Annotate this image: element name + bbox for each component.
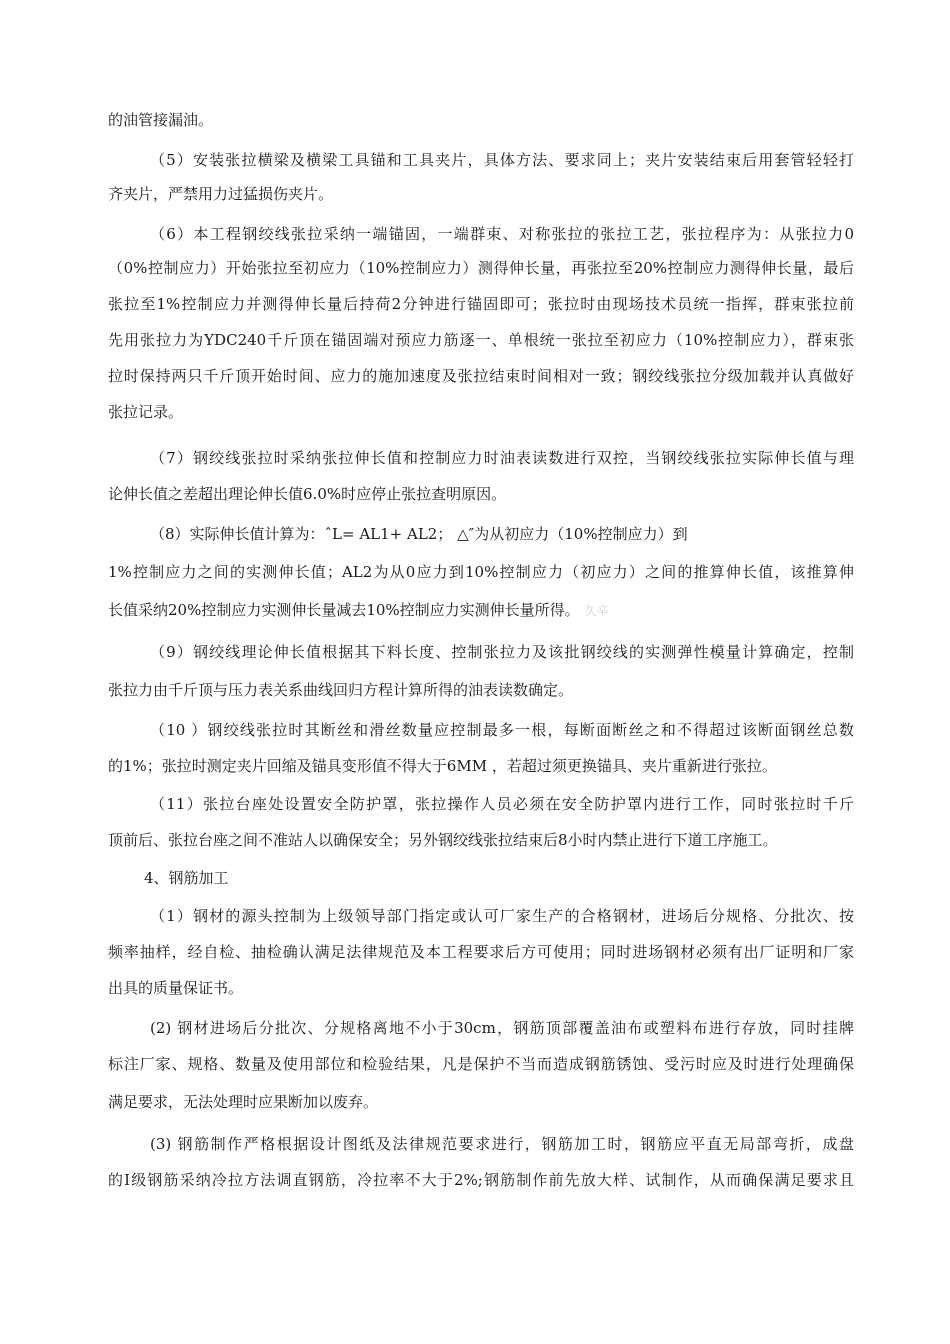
text-line: （6）本工程钢绞线张拉采纳一端锚固，一端群束、对称张拉的张拉工艺，张拉程序为：从张拉力0 [150,225,854,243]
text-line: 1%控制应力之间的实测伸长值；AL2为从0应力到10%控制应力（初应力）之间的推算伸长值，该推算伸 [108,563,854,581]
text-line: 的1%；张拉时测定夹片回缩及锚具变形值不得大于6MM ，若超过须更换锚具、夹片重新进行张拉。 [108,757,777,775]
text-line: 的Ⅰ级钢筋采纳冷拉方法调直钢筋，冷拉率不大于2%;钢筋制作前先放大样、试制作，从而确保满足要求且 [108,1171,854,1189]
text-line: 先用张拉力为YDC240千斤顶在锚固端对预应力筋逐一、单根统一张拉至初应力（10%控制应力），群束张 [108,331,854,349]
text-line: 齐夹片，严禁用力过猛损伤夹片。 [108,185,334,203]
watermark-text: 久辛 [584,604,609,618]
text-line: 顶前后、张拉台座之间不准站人以确保安全；另外钢绞线张拉结束后8小时内禁止进行下道工序施工。 [108,831,778,849]
text-line: （5）安装张拉横梁及横梁工具锚和工具夹片，具体方法、要求同上；夹片安装结束后用套管轻轻打 [150,151,854,169]
text-line: 的油管接漏油。 [108,111,214,129]
text-line: 满足要求，无法处理时应果断加以废弃。 [108,1093,379,1111]
text-line: 出具的质量保证书。 [108,979,244,997]
text-line: （7）钢绞线张拉时采纳张拉伸长值和控制应力时油表读数进行双控，当钢绞线张拉实际伸长值与理 [150,449,854,467]
text-line-content: 长值采纳20%控制应力实测伸长量减去10%控制应力实测伸长量所得。 [108,601,580,619]
text-line: （10 ）钢绞线张拉时其断丝和滑丝数量应控制最多一根，每断面断丝之和不得超过该断面钢丝总数 [150,721,854,739]
text-line: 论伸长值之差超出理论伸长值6.0%时应停止张拉查明原因。 [108,485,507,503]
text-line: 拉时保持两只千斤顶开始时间、应力的施加速度及张拉结束时间相对一致；钢绞线张拉分级加载并认真做好 [108,367,854,385]
text-line: 标注厂家、规格、数量及使用部位和检验结果，凡是保护不当而造成钢筋锈蚀、受污时应及时进行处理确保 [108,1055,854,1073]
text-line: 频率抽样，经自检、抽检确认满足法律规范及本工程要求后方可使用；同时进场钢材必须有出厂证明和厂家 [108,943,854,961]
text-line: 张拉力由千斤顶与压力表关系曲线回归方程计算所得的油表读数确定。 [108,681,574,699]
text-line [108,600,608,621]
text-line: (3) 钢筋制作严格根据设计图纸及法律规范要求进行，钢筋加工时，钢筋应平直无局部弯折，成盘 [150,1135,854,1153]
text-line: （11）张拉台座处设置安全防护罩，张拉操作人员必须在安全防护罩内进行工作，同时张拉时千斤 [150,795,854,813]
text-line: 张拉记录。 [108,403,184,421]
text-line: （0%控制应力）开始张拉至初应力（10%控制应力）测得伸长量，再张拉至20%控制应力测得伸长量，最后 [108,259,854,277]
text-line: （9）钢绞线理论伸长值根据其下料长度、控制张拉力及该批钢绞线的实测弹性模量计算确定，控制 [150,643,854,661]
text-line: (2) 钢材进场后分批次、分规格离地不小于30cm，钢筋顶部覆盖油布或塑料布进行存放，同时挂牌 [150,1019,854,1037]
text-line: 张拉至1%控制应力并测得伸长量后持荷2分钟进行锚固即可；张拉时由现场技术员统一指挥，群束张拉前 [108,295,854,313]
text-line: （8）实际伸长值计算为：ˆL= AL1+ AL2； △″为从初应力（10%控制应力）到 [150,525,688,543]
text-line: （1）钢材的源头控制为上级领导部门指定或认可厂家生产的合格钢材，进场后分规格、分批次、按 [150,907,854,925]
section-heading: 4、钢筋加工 [144,869,229,887]
